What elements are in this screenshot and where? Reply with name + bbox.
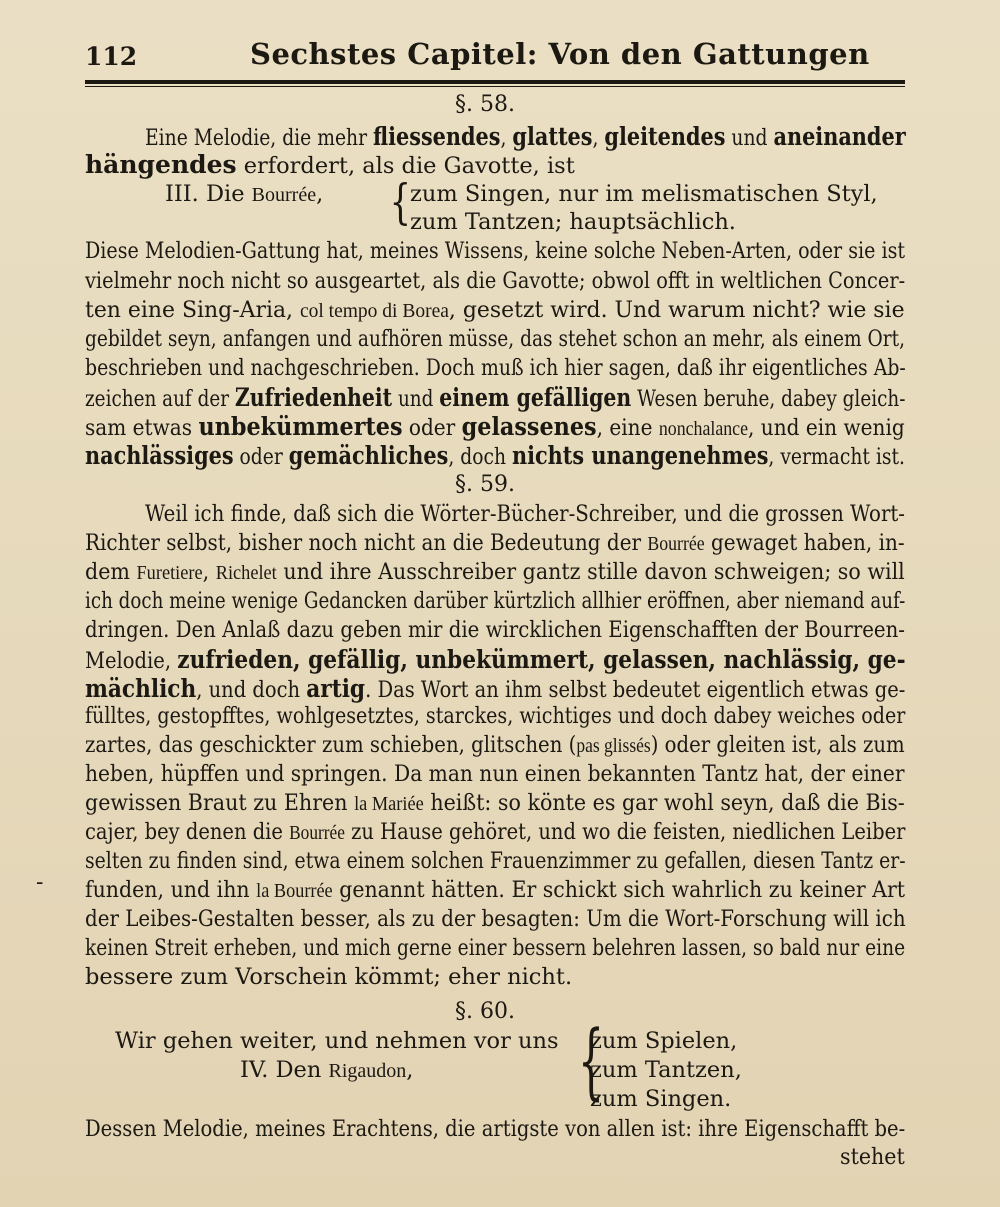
paragraph-line: keinen Streit erheben, und mich gerne einer bessern belehren lassen, so bald nur eine <box>85 935 906 961</box>
paragraph-line: beschrieben und nachgeschrieben. Doch muß ich hier sagen, daß ihr eigentliches Ab- <box>85 355 906 381</box>
brace-option: zum Tantzen; hauptsächlich. <box>410 209 736 235</box>
paragraph-line: zartes, das geschickter zum schieben, glitschen (pas glissés) oder gleiten ist, als zum <box>85 732 905 758</box>
page-number: 112 <box>85 42 138 71</box>
paragraph-line: nachlässiges oder gemächliches, doch nichts unangenehmes, vermacht ist. <box>85 441 905 470</box>
section-number-59: §. 59. <box>455 472 515 497</box>
header-rule-thin <box>85 86 905 87</box>
paragraph-line: Wir gehen weiter, und nehmen vor uns <box>115 1028 559 1054</box>
paragraph-line: Dessen Melodie, meines Erachtens, die artigste von allen ist: ihre Eigenschafft be- <box>85 1116 906 1142</box>
dance-type-label: IV. Den Rigaudon, <box>240 1057 414 1083</box>
brace-option: zum Singen. <box>590 1086 732 1112</box>
paragraph-line: ten eine Sing-Aria, col tempo di Borea, gesetzt wird. Und warum nicht? wie sie <box>85 297 905 323</box>
paragraph-line: bessere zum Vorschein kömmt; eher nicht. <box>85 964 573 990</box>
paragraph-line: ich doch meine wenige Gedancken darüber kürtzlich allhier eröffnen, aber niemand auf- <box>85 588 906 614</box>
brace-option: zum Singen, nur im melismatischen Styl, <box>410 181 878 207</box>
paragraph-line: zeichen auf der Zufriedenheit und einem gefälligen Wesen beruhe, dabey gleich- <box>85 383 906 412</box>
left-brace: { <box>389 174 411 230</box>
paragraph-line: Richter selbst, bisher noch nicht an die Bedeutung der Bourrée gewaget haben, in- <box>85 530 905 556</box>
catchword: stehet <box>840 1144 905 1170</box>
paragraph-line: der Leibes-Gestalten besser, als zu der besagten: Um die Wort-Forschung will ich <box>85 906 906 932</box>
brace-option: zum Tantzen, <box>590 1057 742 1083</box>
paragraph-line: Eine Melodie, die mehr fliessendes, glattes, gleitendes und aneinander <box>145 122 906 151</box>
dance-type-label: III. Die Bourrée, <box>165 181 324 207</box>
paragraph-line: dringen. Den Anlaß dazu geben mir die wircklichen Eigenschafften der Bourreen- <box>85 617 905 643</box>
paragraph-line: Melodie, zufrieden, gefällig, unbekümmert, gelassen, nachlässig, ge- <box>85 645 906 674</box>
paragraph-line: gebildet seyn, anfangen und aufhören müsse, das stehet schon an mehr, als einem Ort, <box>85 326 905 352</box>
paragraph-line: fülltes, gestopfftes, wohlgesetztes, starckes, wichtiges und doch dabey weiches oder <box>85 703 906 729</box>
paragraph-line: hängendes erfordert, als die Gavotte, ist <box>85 150 575 179</box>
paragraph-line: dem Furetiere, Richelet und ihre Ausschreiber gantz stille davon schweigen; so will <box>85 559 905 585</box>
section-number-60: §. 60. <box>455 999 515 1024</box>
margin-dash: - <box>36 870 44 895</box>
paragraph-line: mächlich, und doch artig. Das Wort an ihm selbst bedeutet eigentlich etwas ge- <box>85 674 906 703</box>
paragraph-line: cajer, bey denen die Bourrée zu Hause gehöret, und wo die feisten, niedlichen Leiber <box>85 819 906 845</box>
paragraph-line: funden, und ihn la Bourrée genannt hätten. Er schickt sich wahrlich zu keiner Art <box>85 877 906 903</box>
brace-option: zum Spielen, <box>590 1028 738 1054</box>
paragraph-line: heben, hüpffen und springen. Da man nun einen bekannten Tantz hat, der einer <box>85 761 905 787</box>
paragraph-line: gewissen Braut zu Ehren la Mariée heißt: so könte es gar wohl seyn, daß die Bis- <box>85 790 905 816</box>
paragraph-line: Diese Melodien-Gattung hat, meines Wissens, keine solche Neben-Arten, oder sie ist <box>85 238 906 264</box>
running-head: Sechstes Capitel: Von den Gattungen <box>250 37 870 71</box>
paragraph-line: sam etwas unbekümmertes oder gelassenes, eine nonchalance, und ein wenig <box>85 412 905 441</box>
header-rule <box>85 80 905 84</box>
paragraph-line: Weil ich finde, daß sich die Wörter-Bücher-Schreiber, und die grossen Wort- <box>145 501 905 527</box>
section-number-58: §. 58. <box>455 92 515 117</box>
paragraph-line: vielmehr noch nicht so ausgeartet, als die Gavotte; obwol offt in weltlichen Concer- <box>85 268 906 294</box>
left-brace: { <box>578 1014 605 1109</box>
paragraph-line: selten zu finden sind, etwa einem solchen Frauenzimmer zu gefallen, diesen Tantz er- <box>85 848 906 874</box>
